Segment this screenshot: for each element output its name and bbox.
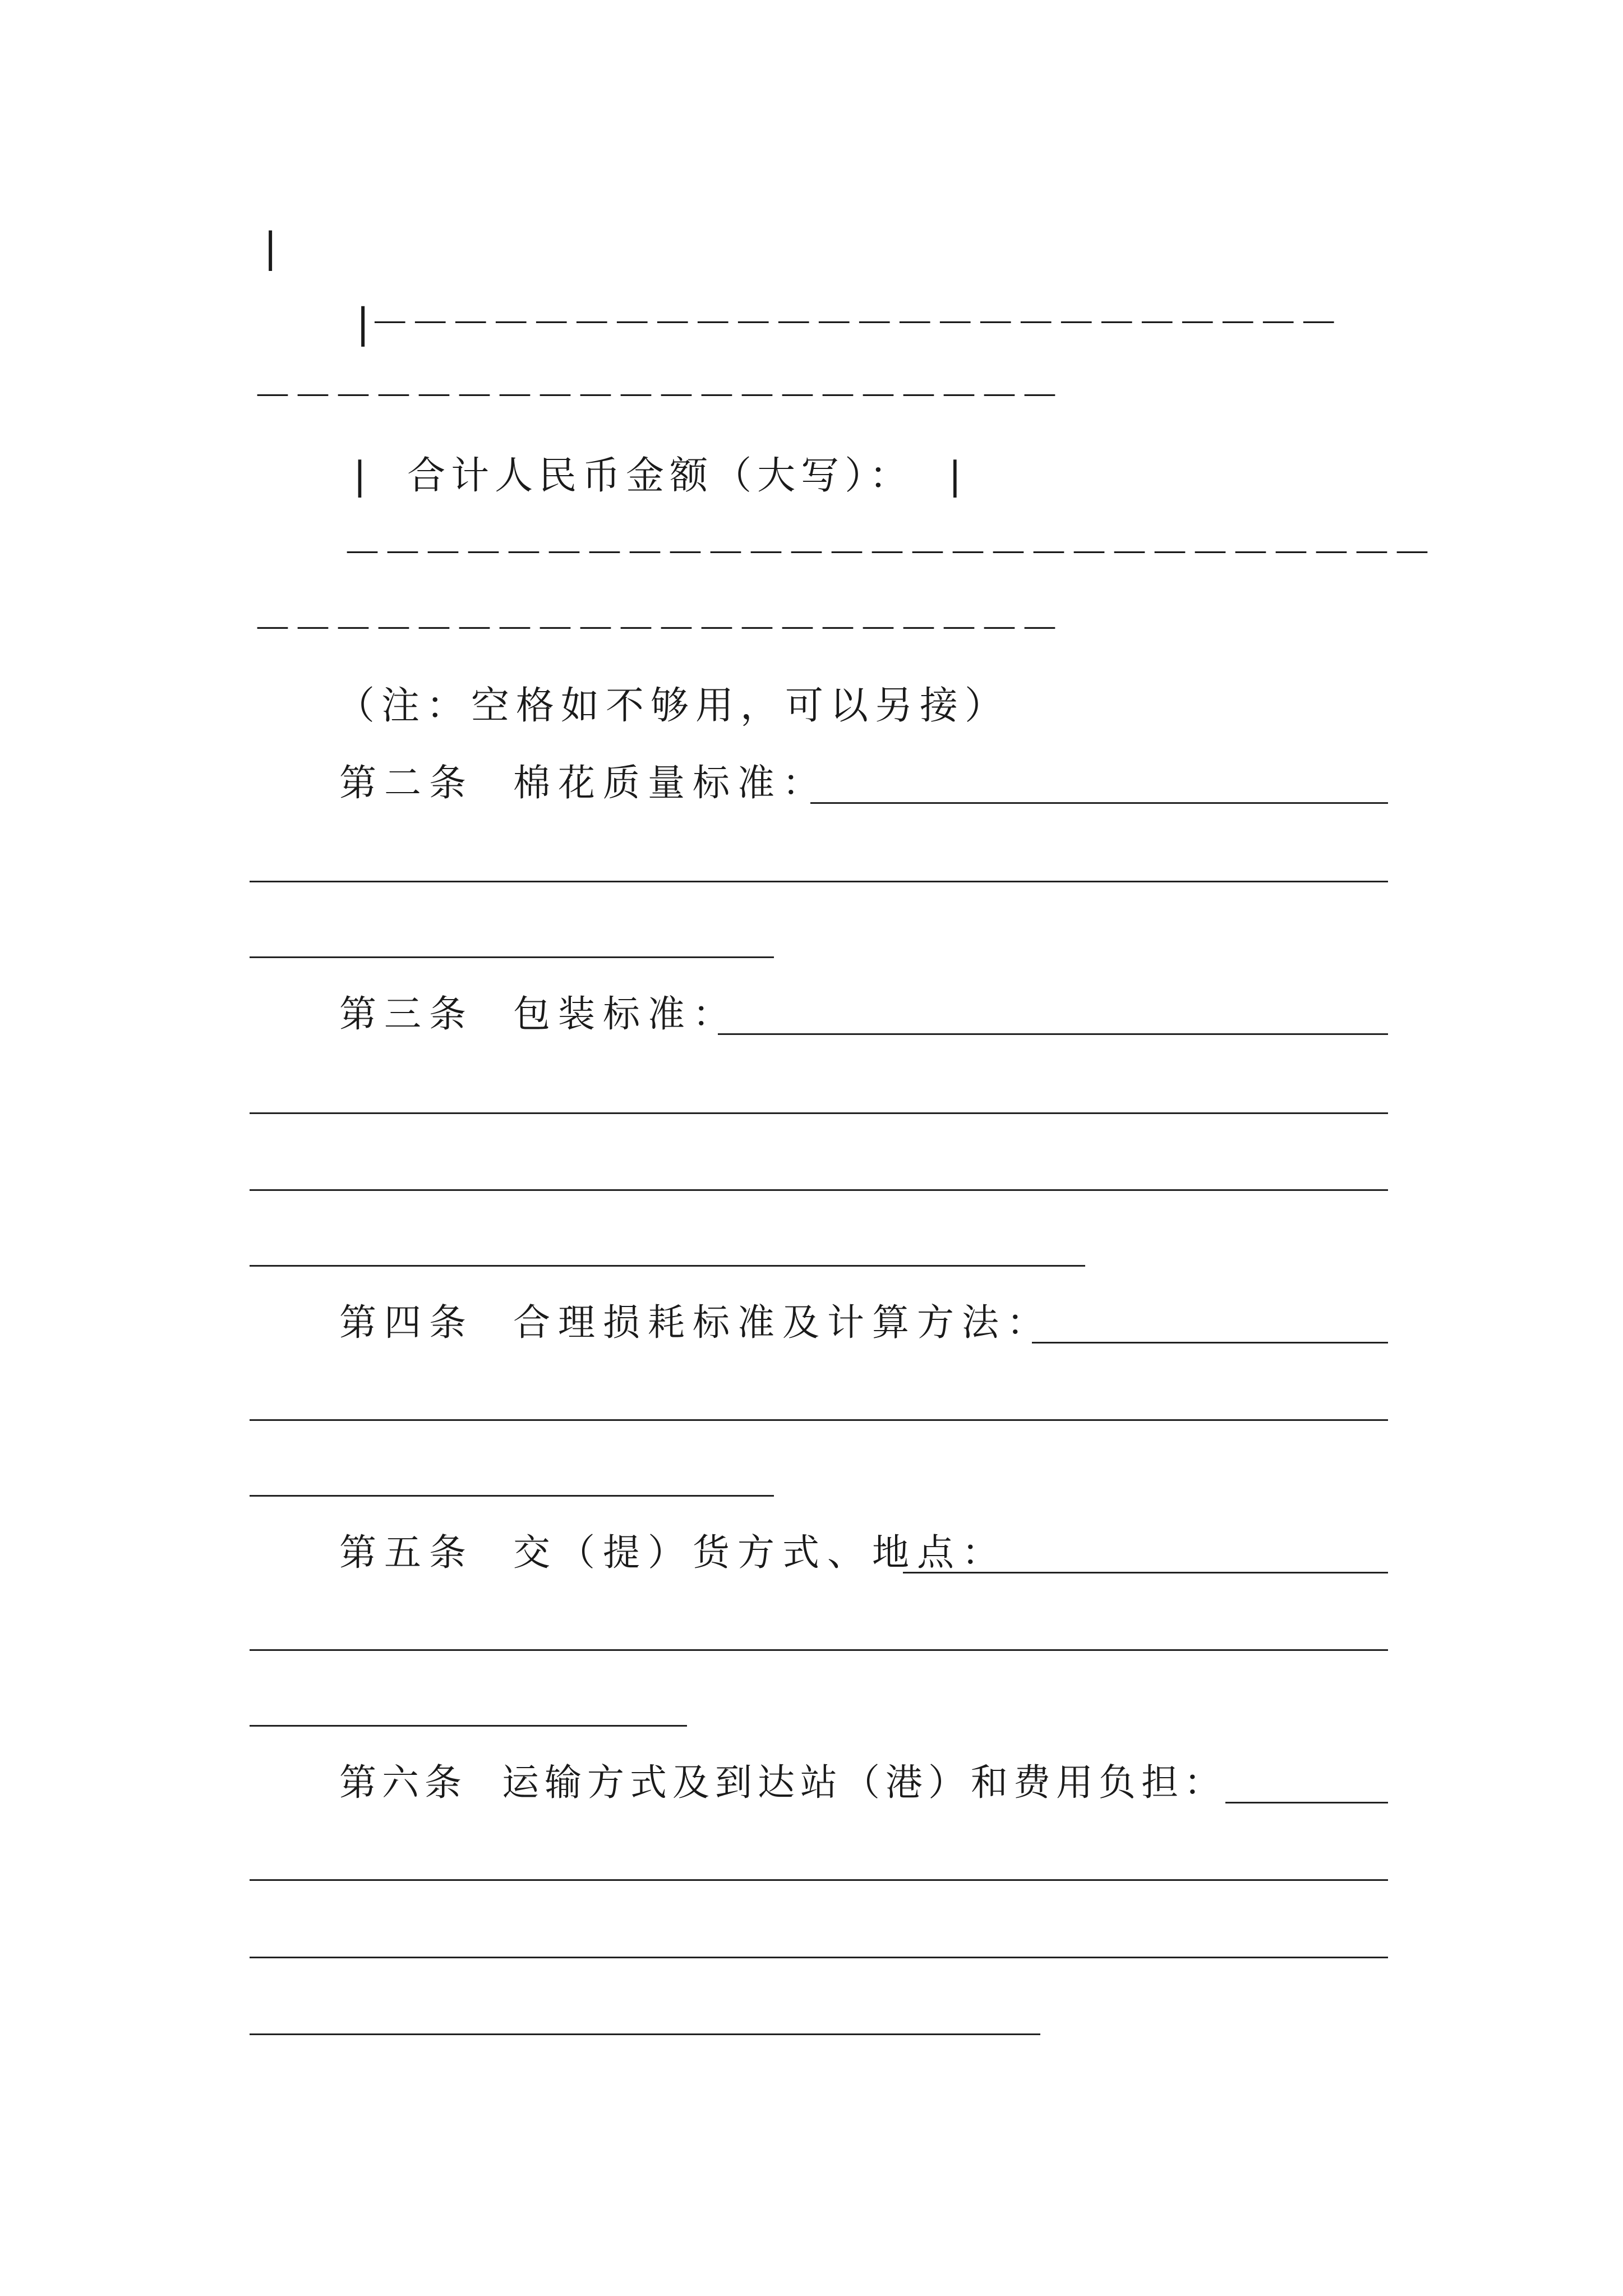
clause-2-label: 第二条 棉花质量标准： [339,761,827,804]
clause-2-field-line-3[interactable] [250,956,774,958]
clause-3-field-line-3[interactable] [250,1189,1388,1191]
clause-5-field-line-2[interactable] [250,1649,1388,1651]
clause-6-field-line-2[interactable] [250,1879,1388,1881]
clause-6-field-line-3[interactable] [250,1957,1388,1958]
table-note: （注：空格如不够用，可以另接） [336,684,1010,728]
table-total-amount-label: | 合计人民币金额（大写）： | [353,454,967,498]
clause-3-field-line-4[interactable] [250,1265,1085,1267]
clause-6-field-line-1[interactable] [1225,1802,1388,1803]
table-row-separator-1: |－－－－－－－－－－－－－－－－－－－－－－－－ [356,300,1339,347]
table-row-separator-2-continued: －－－－－－－－－－－－－－－－－－－－ [252,605,1061,652]
table-row-separator-1-continued: －－－－－－－－－－－－－－－－－－－－ [252,372,1061,420]
clause-2-field-line-2[interactable] [250,881,1388,882]
clause-4-field-line-3[interactable] [250,1495,774,1497]
clause-5-field-line-3[interactable] [250,1725,687,1727]
clause-6-label: 第六条 运输方式及到达站（港）和费用负担： [339,1761,1227,1804]
clause-4-field-line-1[interactable] [1032,1342,1388,1343]
clause-4-label: 第四条 合理损耗标准及计算方法： [339,1301,1052,1344]
clause-3-label: 第三条 包装标准： [339,992,737,1036]
clause-2-field-line-1[interactable] [810,802,1388,804]
table-pipe-top: | [264,224,278,271]
clause-6-field-line-4[interactable] [250,2033,1040,2035]
clause-3-field-line-2[interactable] [250,1112,1388,1114]
clause-5-label: 第五条 交（提）货方式、地点： [339,1531,1007,1574]
table-row-separator-2: －－－－－－－－－－－－－－－－－－－－－－－－－－－ [342,530,1433,577]
clause-3-field-line-1[interactable] [718,1033,1388,1035]
clause-4-field-line-2[interactable] [250,1419,1388,1421]
clause-5-field-line-1[interactable] [903,1572,1388,1573]
